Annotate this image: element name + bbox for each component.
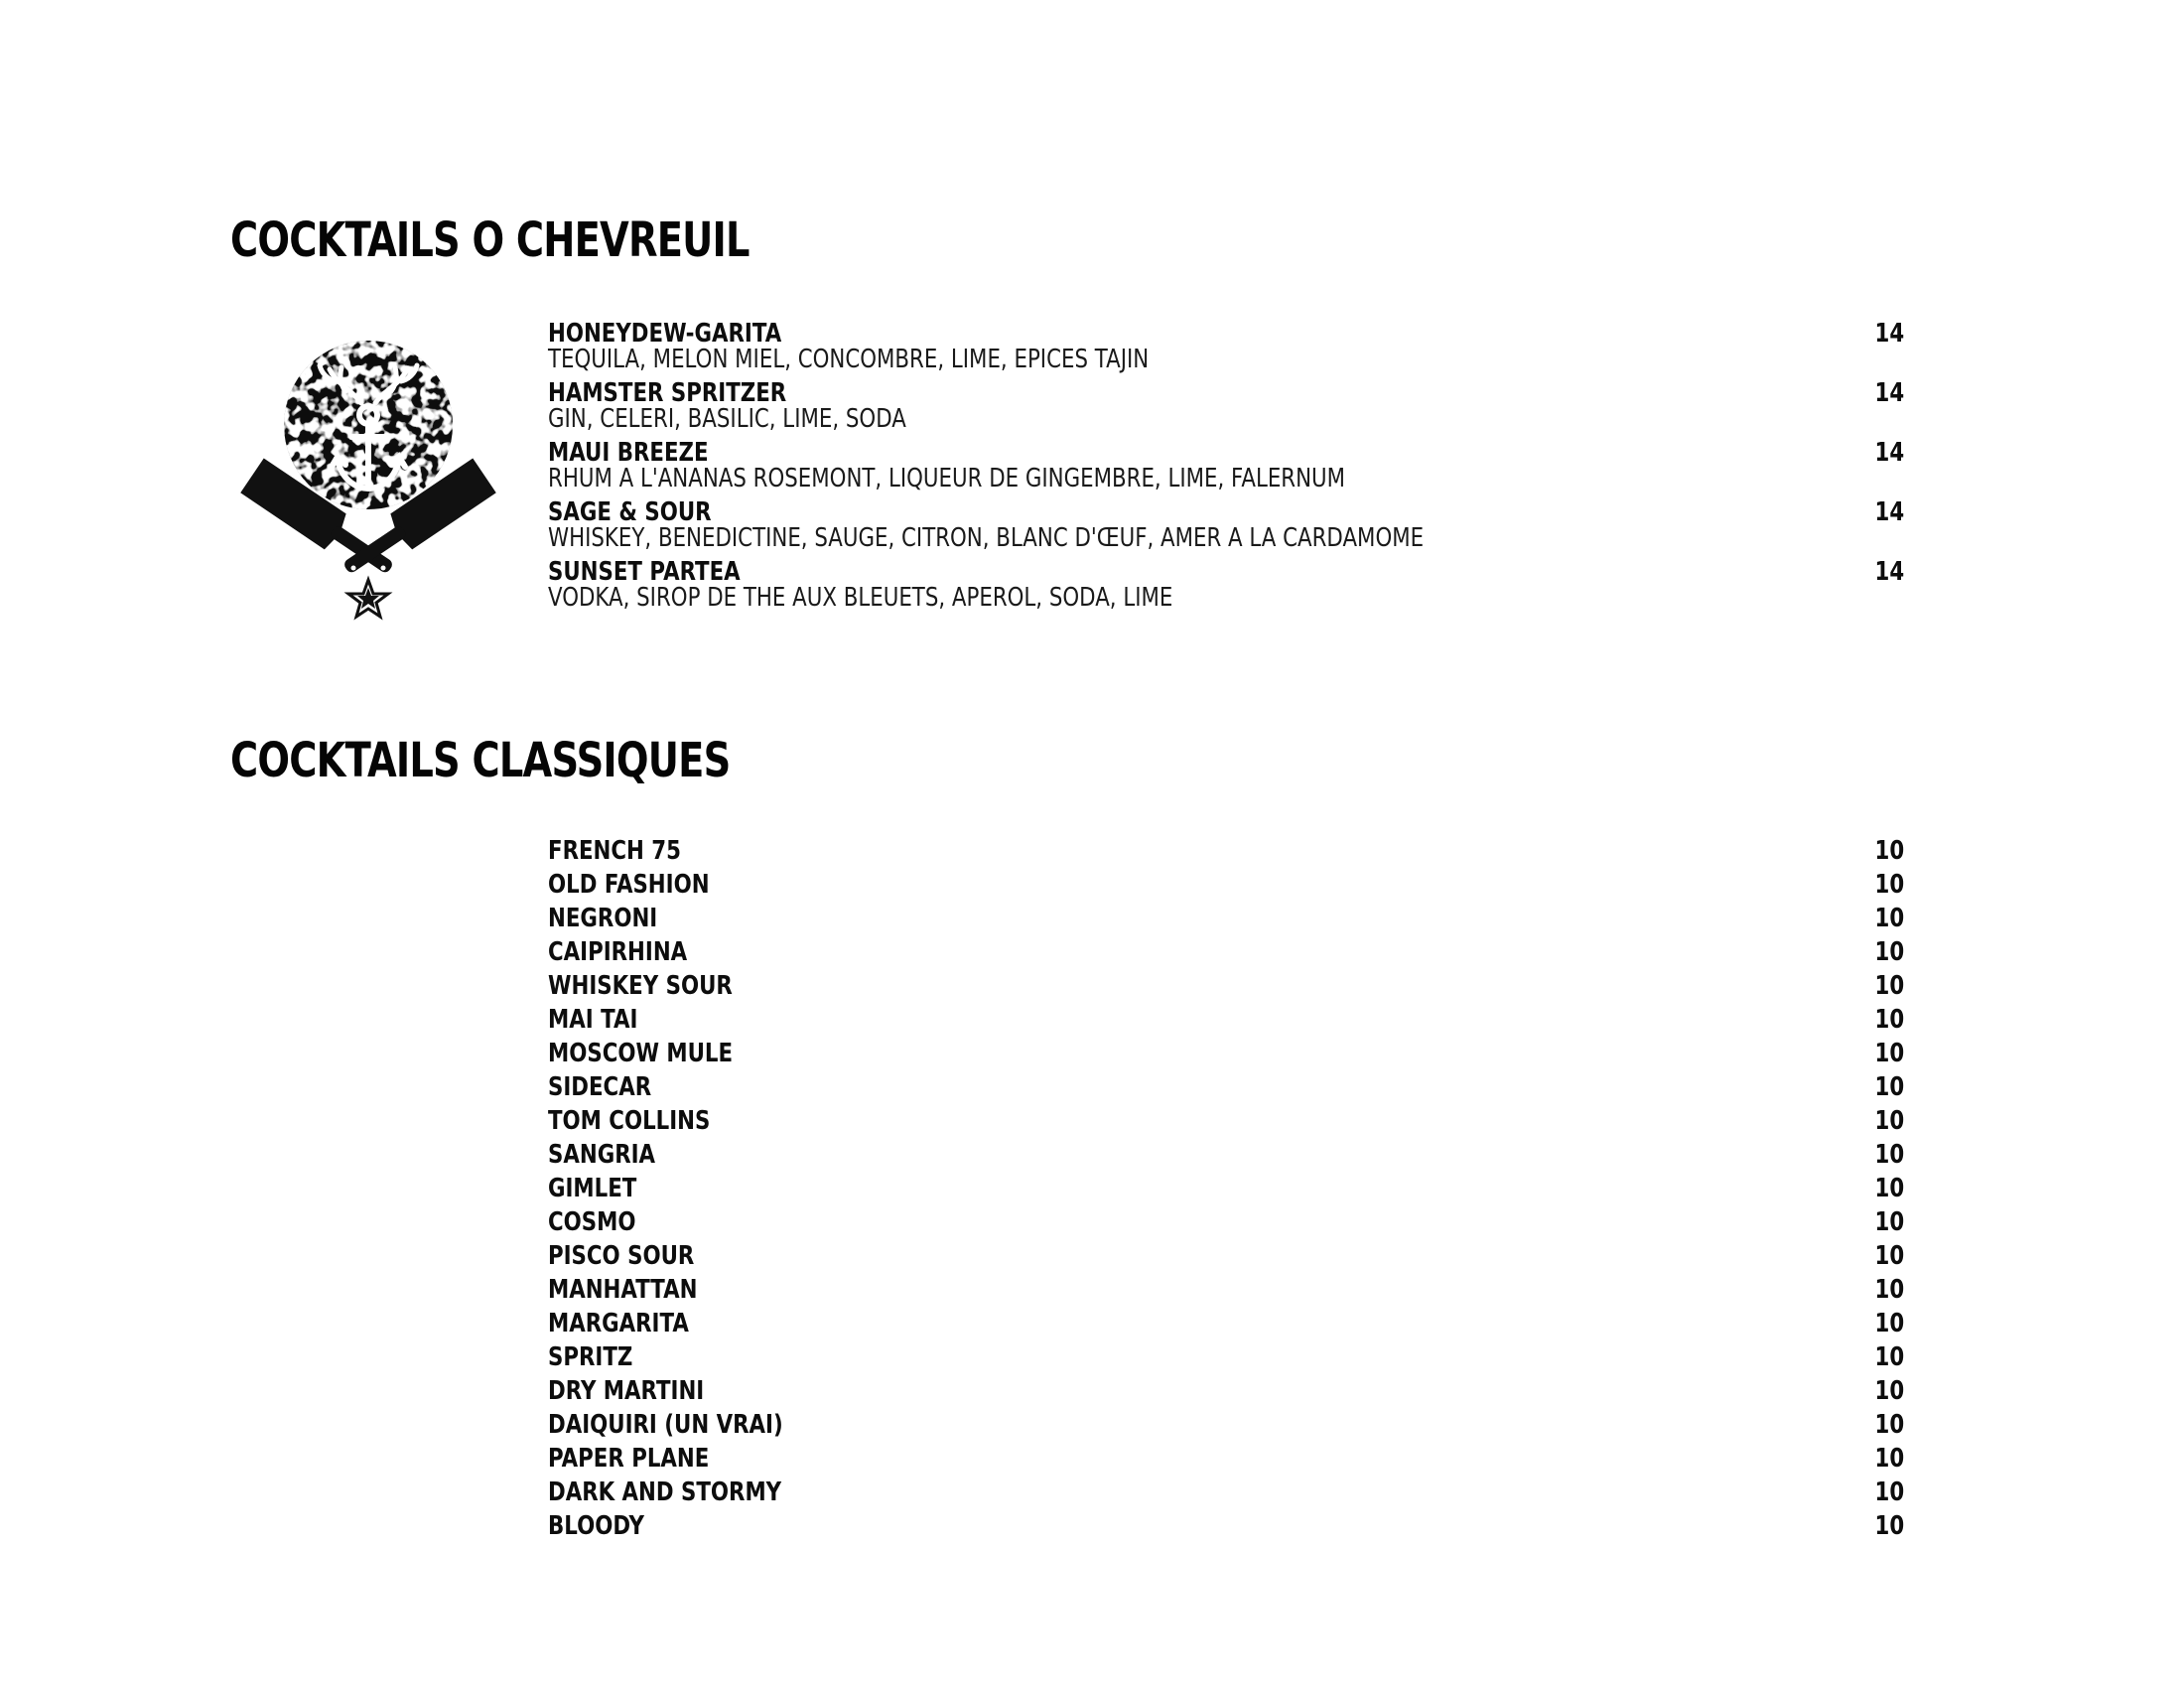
item-price: 10 [1874, 1444, 1904, 1474]
list-item [548, 971, 1908, 1005]
item-price: 14 [1874, 557, 1904, 587]
classic-cocktail-list [548, 836, 1908, 1545]
list-item [548, 1140, 1908, 1174]
item-name: SIDECAR [548, 1072, 652, 1102]
list-item [548, 1241, 1908, 1275]
item-price: 10 [1874, 1309, 1904, 1338]
list-item [548, 558, 1908, 618]
item-description: VODKA, SIROP DE THE AUX BLEUETS, APEROL, SODA, LIME [548, 583, 1173, 613]
item-name: DARK AND STORMY [548, 1477, 782, 1507]
item-price: 10 [1874, 1140, 1904, 1170]
list-item [548, 836, 1908, 870]
list-item [548, 320, 1908, 379]
item-price: 10 [1874, 937, 1904, 967]
item-price: 10 [1874, 1072, 1904, 1102]
item-price: 10 [1874, 1511, 1904, 1541]
item-name: BLOODY [548, 1511, 644, 1541]
list-item [548, 1039, 1908, 1072]
item-name: PISCO SOUR [548, 1241, 695, 1271]
item-name: NEGRONI [548, 904, 658, 933]
item-price: 10 [1874, 1342, 1904, 1372]
item-price: 10 [1874, 1207, 1904, 1237]
item-name: GIMLET [548, 1174, 637, 1203]
item-name: OLD FASHION [548, 870, 710, 900]
item-name: PAPER PLANE [548, 1444, 710, 1474]
item-price: 10 [1874, 1410, 1904, 1440]
item-name: MOSCOW MULE [548, 1039, 734, 1068]
item-price: 10 [1874, 1241, 1904, 1271]
item-name: HAMSTER SPRITZER [548, 378, 787, 408]
item-name: SPRITZ [548, 1342, 633, 1372]
logo [234, 334, 502, 632]
list-item [548, 1005, 1908, 1039]
item-name: MANHATTAN [548, 1275, 698, 1305]
list-item [548, 1275, 1908, 1309]
item-name: SUNSET PARTEA [548, 557, 741, 587]
item-price: 14 [1874, 378, 1904, 408]
item-description: TEQUILA, MELON MIEL, CONCOMBRE, LIME, EPICES TAJIN [548, 345, 1150, 374]
item-price: 14 [1874, 438, 1904, 468]
list-item [548, 1511, 1908, 1545]
item-price: 10 [1874, 1376, 1904, 1406]
item-name: DAIQUIRI (UN VRAI) [548, 1410, 783, 1440]
item-price: 10 [1874, 1174, 1904, 1203]
item-name: FRENCH 75 [548, 836, 681, 866]
item-price: 10 [1874, 1477, 1904, 1507]
item-name: DRY MARTINI [548, 1376, 705, 1406]
list-item [548, 1207, 1908, 1241]
item-name: SAGE & SOUR [548, 497, 712, 527]
section-title-classics: COCKTAILS CLASSIQUES [230, 733, 731, 788]
signature-cocktail-list [548, 320, 1908, 618]
item-name: MARGARITA [548, 1309, 689, 1338]
list-item [548, 1174, 1908, 1207]
item-name: CAIPIRHINA [548, 937, 688, 967]
list-item [548, 1444, 1908, 1477]
item-name: WHISKEY SOUR [548, 971, 733, 1001]
item-price: 14 [1874, 319, 1904, 349]
list-item [548, 937, 1908, 971]
list-item [548, 904, 1908, 937]
item-name: SANGRIA [548, 1140, 656, 1170]
list-item [548, 498, 1908, 558]
item-description: GIN, CELERI, BASILIC, LIME, SODA [548, 404, 906, 434]
item-name: MAUI BREEZE [548, 438, 709, 468]
list-item [548, 1410, 1908, 1444]
item-price: 10 [1874, 1106, 1904, 1136]
item-description: RHUM A L'ANANAS ROSEMONT, LIQUEUR DE GINGEMBRE, LIME, FALERNUM [548, 464, 1346, 493]
item-price: 10 [1874, 870, 1904, 900]
list-item [548, 1376, 1908, 1410]
item-price: 14 [1874, 497, 1904, 527]
list-item [548, 1106, 1908, 1140]
item-name: HONEYDEW-GARITA [548, 319, 782, 349]
item-name: TOM COLLINS [548, 1106, 711, 1136]
list-item [548, 1342, 1908, 1376]
list-item [548, 379, 1908, 439]
item-price: 10 [1874, 904, 1904, 933]
item-price: 10 [1874, 1039, 1904, 1068]
item-price: 10 [1874, 1005, 1904, 1035]
item-price: 10 [1874, 1275, 1904, 1305]
item-description: WHISKEY, BENEDICTINE, SAUGE, CITRON, BLANC D'ŒUF, AMER A LA CARDAMOME [548, 523, 1425, 553]
list-item [548, 439, 1908, 498]
list-item [548, 870, 1908, 904]
item-name: MAI TAI [548, 1005, 638, 1035]
list-item [548, 1477, 1908, 1511]
item-name: COSMO [548, 1207, 636, 1237]
list-item [548, 1309, 1908, 1342]
item-price: 10 [1874, 971, 1904, 1001]
item-price: 10 [1874, 836, 1904, 866]
antlers-anchor-cleavers-star-icon [234, 334, 502, 632]
list-item [548, 1072, 1908, 1106]
section-title-signature: COCKTAILS O CHEVREUIL [230, 212, 750, 268]
